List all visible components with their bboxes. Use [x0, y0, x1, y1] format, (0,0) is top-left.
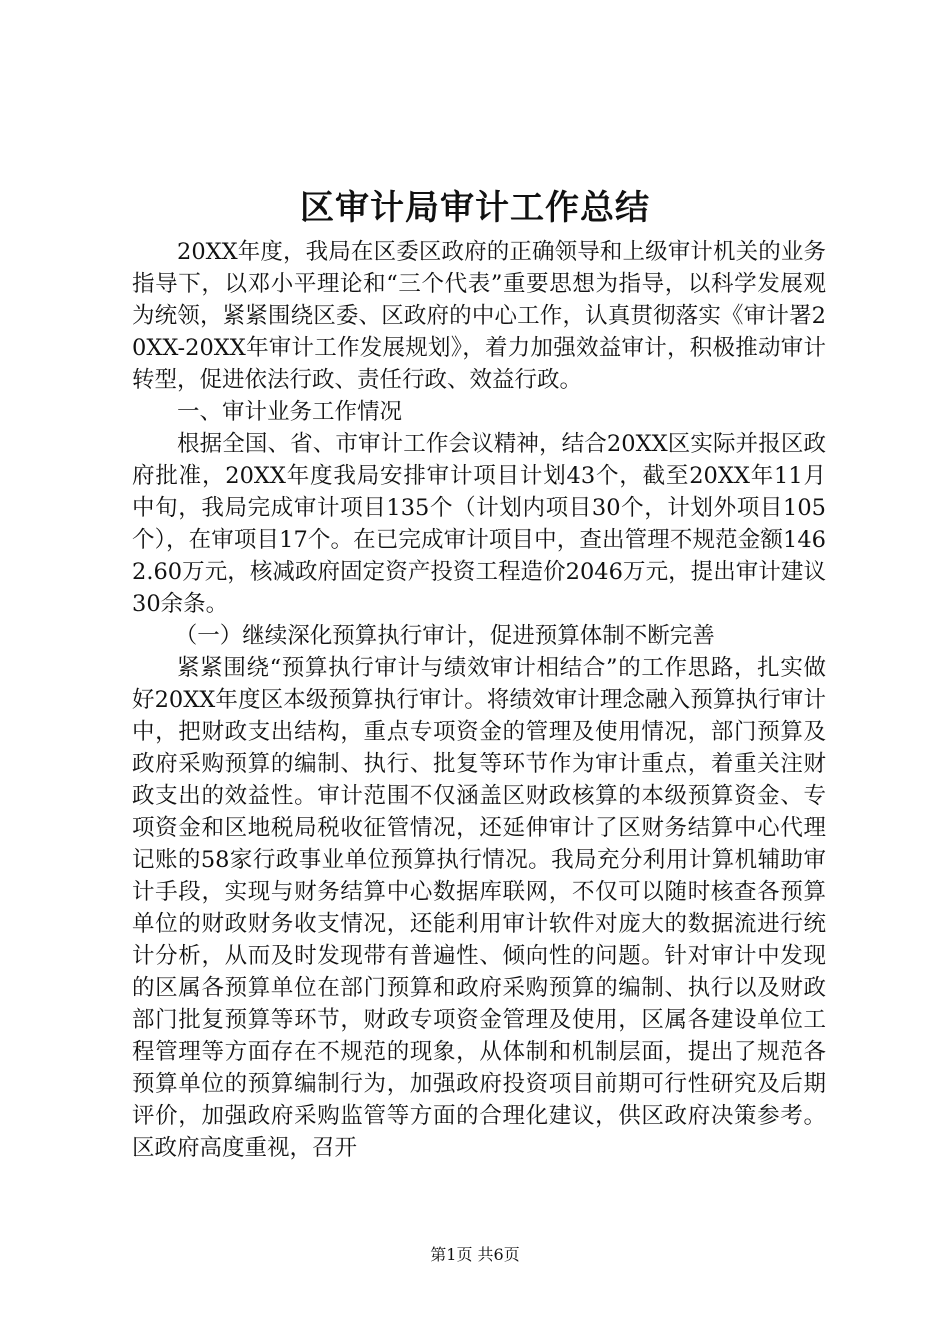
- subsection-heading: （一）继续深化预算执行审计，促进预算体制不断完善: [174, 623, 715, 649]
- document-title: 区审计局审计工作总结: [300, 188, 650, 228]
- budget-audit-paragraph: 紧紧围绕“预算执行审计与绩效审计相结合”的工作思路，扎实做好20XX年度区本级预算执行审计。将绩效审计理念融入预算执行审计中，把财政支出结构，重点专项资金的管理及使用情况，部门预算及政府采购预算的编制、执行、批复等环节作为审计重点，着重关注财政支出的效益性。审计范围不仅涵盖区财政核算的本级预算资金、专项资金和区地税局税收征管情况，还延伸审计了区财务结算中心代理记账的58家行政事业单位预算执行情况。我局充分利用计算机辅助审计手段，实现与财务结算中心数据库联网，不仅可以随时核查各预算单位的财政财务收支情况，还能利用审计软件对庞大的数据流进行统计分析，从而及时发现带有普遍性、倾向性的问题。针对审计中发现的区属各预算单位在部门预算和政府采购预算的编制、执行以及财政部门批复预算等环节，财政专项资金管理及使用，区属各建设单位工程管理等方面存在不规范的现象，从体制和机制层面，提出了规范各预算单位的预算编制行为，加强政府投资项目前期可行性研究及后期评价，加强政府采购监管等方面的合理化建议，供区政府决策参考。区政府高度重视，召开: [132, 655, 826, 1161]
- intro-paragraph: 20XX年度，我局在区委区政府的正确领导和上级审计机关的业务指导下，以邓小平理论和“三个代表”重要思想为指导，以科学发展观为统领，紧紧围绕区委、区政府的中心工作，认真贯彻落实《审计署20XX-20XX年审计工作发展规划》，着力加强效益审计，积极推动审计转型，促进依法行政、责任行政、效益行政。: [132, 239, 826, 393]
- document-body: [132, 236, 826, 1164]
- section-heading: 一、审计业务工作情况: [177, 399, 403, 425]
- summary-paragraph: 根据全国、省、市审计工作会议精神，结合20XX区实际并报区政府批准，20XX年度我局安排审计项目计划43个，截至20XX年11月中旬，我局完成审计项目135个（计划内项目30个，计划外项目105个），在审项目17个。在已完成审计项目中，查出管理不规范金额1462.60万元，核减政府固定资产投资工程造价2046万元，提出审计建议30余条。: [132, 431, 826, 617]
- page-number: 第1页 共6页: [430, 1245, 520, 1264]
